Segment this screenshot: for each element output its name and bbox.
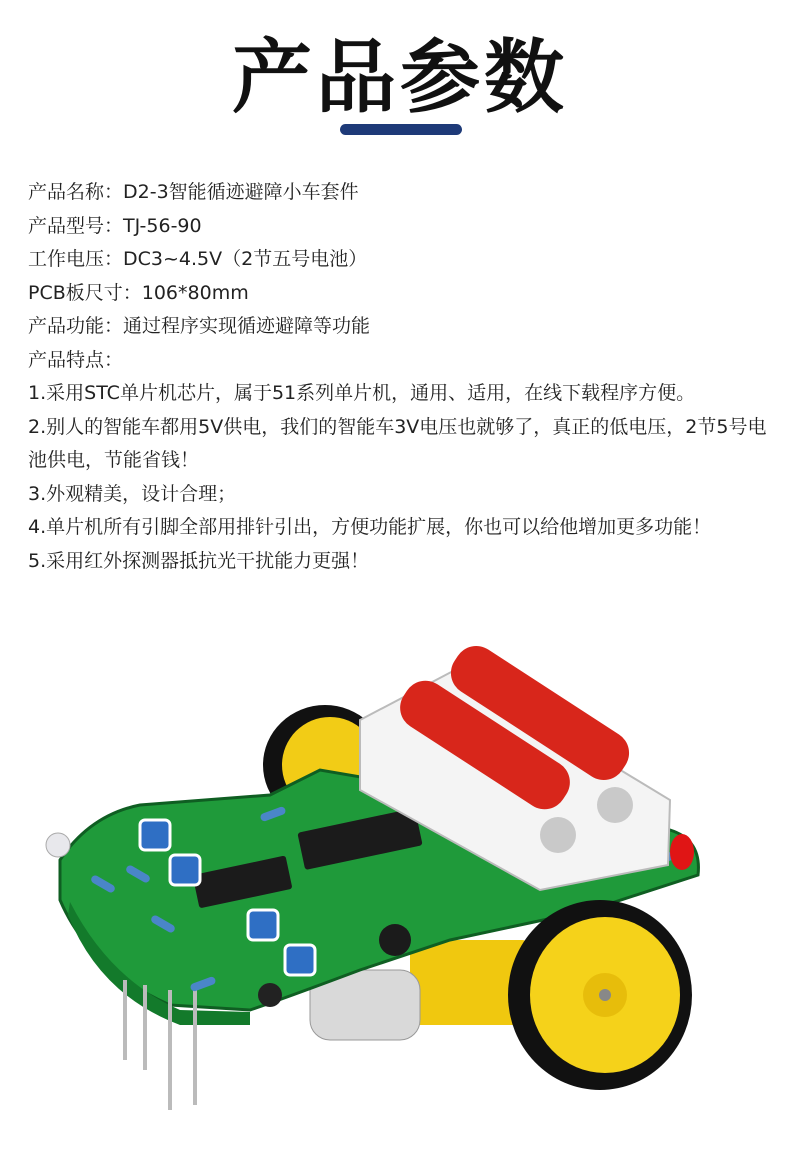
feature-item-3: 3.外观精美，设计合理；	[28, 482, 237, 505]
feature-item-1: 1.采用STC单片机芯片，属于51系列单片机，通用、适用，在线下载程序方便。	[28, 382, 696, 404]
spec-voltage: 工作电压：DC3~4.5V（2节五号电池）	[28, 248, 368, 270]
red-led	[670, 834, 694, 870]
feature-item-2: 2.别人的智能车都用5V供电，我们的智能车3V电压也就够了，真正的低电压，2节5号电池供电，节能省钱！	[28, 415, 767, 471]
feature-item-5: 5.采用红外探测器抵抗光干扰能力更强！	[28, 549, 370, 572]
feature-item-4: 4.单片机所有引脚全部用排针引出，方便功能扩展，你也可以给他增加更多功能！	[28, 516, 712, 538]
product-photo	[30, 640, 770, 1140]
front-wheel	[508, 900, 692, 1090]
title-underline	[340, 124, 462, 135]
spec-list	[28, 176, 778, 578]
spec-name: 产品名称：D2-3智能循迹避障小车套件	[28, 181, 359, 203]
features-heading: 产品特点：	[28, 348, 124, 371]
spec-pcb-size: PCB板尺寸：106*80mm	[28, 281, 249, 304]
electrolytic-capacitor	[379, 924, 411, 956]
page-title: 产品参数	[232, 31, 568, 124]
spec-model: 产品型号：TJ-56-90	[28, 214, 202, 237]
ir-led-right	[258, 983, 282, 1007]
spec-function: 产品功能：通过程序实现循迹避障等功能	[28, 315, 371, 337]
ir-led-left	[46, 833, 70, 857]
